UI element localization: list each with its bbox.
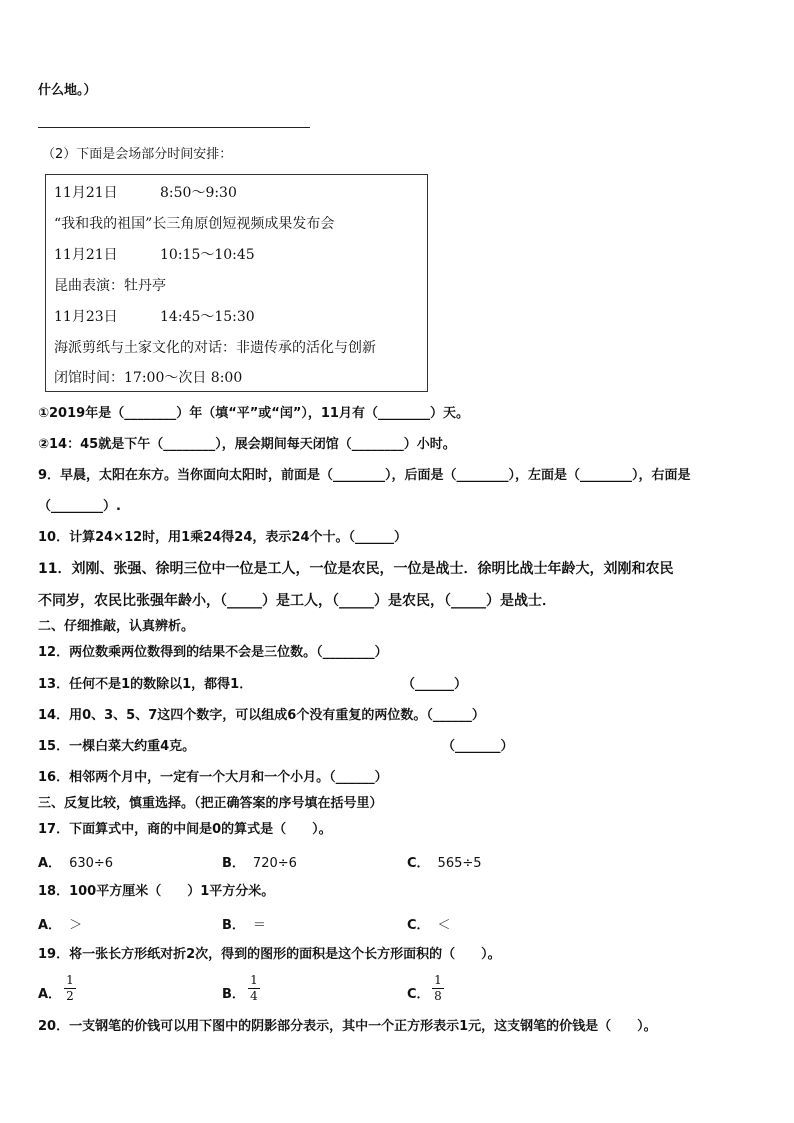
option-label: C． bbox=[407, 856, 430, 871]
fraction-numerator: 1 bbox=[432, 973, 444, 989]
option-18-c bbox=[407, 914, 451, 933]
option-label: C． bbox=[407, 987, 430, 1002]
schedule-time: 10:15～10:45 bbox=[160, 247, 255, 263]
option-label: B． bbox=[222, 918, 245, 933]
question-13-blank: （______） bbox=[402, 677, 468, 692]
fraction-one-eighth bbox=[432, 973, 444, 1004]
option-label: B． bbox=[222, 856, 245, 871]
question-8-1: ①2019年是（________）年（填“平”或“闰”），11月有（________）天。 bbox=[38, 406, 469, 421]
option-expression: 720÷6 bbox=[252, 856, 297, 871]
question-20: 20．一支钢笔的价钱可以用下图中的阴影部分表示，其中一个正方形表示1元，这支钢笔的价钱是（ ）。 bbox=[38, 1019, 657, 1034]
schedule-row: 闭馆时间：17:00～次日 8:00 bbox=[54, 370, 243, 386]
question-15: 15．一棵白菜大约重4克。 bbox=[38, 739, 196, 754]
question-11-cont: 不同岁，农民比张强年龄小，（_____）是工人，（_____）是农民，（_____）是战士． bbox=[38, 593, 556, 609]
question-15-blank: （_______） bbox=[442, 739, 514, 754]
question-17: 17．下面算式中，商的中间是0的算式是（ ）。 bbox=[38, 822, 332, 837]
fraction-one-half bbox=[64, 973, 76, 1004]
option-19-c bbox=[407, 983, 430, 1002]
option-label: C． bbox=[407, 918, 430, 933]
option-label: A． bbox=[38, 856, 62, 871]
question-18: 18．100平方厘米（ ）1平方分米。 bbox=[38, 884, 275, 899]
fraction-denominator: 4 bbox=[250, 989, 258, 1003]
option-symbol: ＝ bbox=[252, 918, 266, 933]
question-12: 12．两位数乘两位数得到的结果不会是三位数。（________） bbox=[38, 645, 388, 660]
question-8-2: ②14：45就是下午（________），展会期间每天闭馆（________）小时。 bbox=[38, 437, 456, 452]
schedule-date: 11月23日 bbox=[54, 309, 118, 325]
option-19-a bbox=[38, 983, 61, 1002]
schedule-row bbox=[54, 244, 255, 264]
continuation-text: 什么地。） bbox=[38, 83, 97, 98]
fraction-numerator: 1 bbox=[64, 973, 76, 989]
option-18-a bbox=[38, 914, 82, 933]
schedule-date: 11月21日 bbox=[54, 185, 118, 201]
schedule-row: 海派剪纸与土家文化的对话：非遗传承的活化与创新 bbox=[54, 340, 376, 356]
question-9: 9．早晨，太阳在东方。当你面向太阳时，前面是（________），后面是（________），左面是（________），右面是 bbox=[38, 468, 691, 483]
option-expression: 565÷5 bbox=[437, 856, 482, 871]
question-19: 19．将一张长方形纸对折2次，得到的图形的面积是这个长方形面积的（ ）。 bbox=[38, 947, 501, 962]
fraction-denominator: 2 bbox=[66, 989, 74, 1003]
fraction-one-quarter bbox=[248, 973, 260, 1004]
question-11: 11．刘刚、张强、徐明三位中一位是工人，一位是农民，一位是战士．徐明比战士年龄大，刘刚和农民 bbox=[38, 561, 674, 577]
option-expression: 630÷6 bbox=[69, 856, 114, 871]
option-19-b bbox=[222, 983, 245, 1002]
option-17-a bbox=[38, 852, 113, 871]
fraction-denominator: 8 bbox=[434, 989, 442, 1003]
question-9-cont: （________）. bbox=[38, 499, 121, 514]
answer-line bbox=[38, 127, 310, 128]
question-13: 13．任何不是1的数除以1，都得1． bbox=[38, 677, 253, 692]
option-label: B． bbox=[222, 987, 245, 1002]
option-18-b bbox=[222, 914, 266, 933]
question-16: 16．相邻两个月中，一定有一个大月和一个小月。（______） bbox=[38, 770, 388, 785]
question-14: 14．用0、3、5、7这四个数字，可以组成6个没有重复的两位数。（______） bbox=[38, 708, 485, 723]
fraction-numerator: 1 bbox=[248, 973, 260, 989]
schedule-row bbox=[54, 306, 255, 326]
question-10: 10．计算24×12时，用1乘24得24，表示24个十。（______） bbox=[38, 530, 407, 545]
schedule-time: 8:50～9:30 bbox=[160, 185, 237, 201]
schedule-time: 14:45～15:30 bbox=[160, 309, 255, 325]
option-label: A． bbox=[38, 987, 62, 1002]
option-symbol: ＞ bbox=[69, 918, 83, 933]
option-label: A． bbox=[38, 918, 62, 933]
schedule-row: 昆曲表演：牡丹亭 bbox=[54, 278, 166, 294]
schedule-date: 11月21日 bbox=[54, 247, 118, 263]
section-2-heading: 二、仔细推敲，认真辨析。 bbox=[38, 619, 195, 634]
section-3-heading: 三、反复比较，慎重选择。（把正确答案的序号填在括号里） bbox=[38, 796, 383, 811]
schedule-intro: （2）下面是会场部分时间安排： bbox=[42, 147, 233, 162]
option-17-b bbox=[222, 852, 297, 871]
schedule-row bbox=[54, 182, 237, 202]
schedule-row: “我和我的祖国”长三角原创短视频成果发布会 bbox=[54, 216, 335, 232]
schedule-box bbox=[45, 174, 428, 392]
option-symbol: ＜ bbox=[437, 918, 451, 933]
option-17-c bbox=[407, 852, 482, 871]
